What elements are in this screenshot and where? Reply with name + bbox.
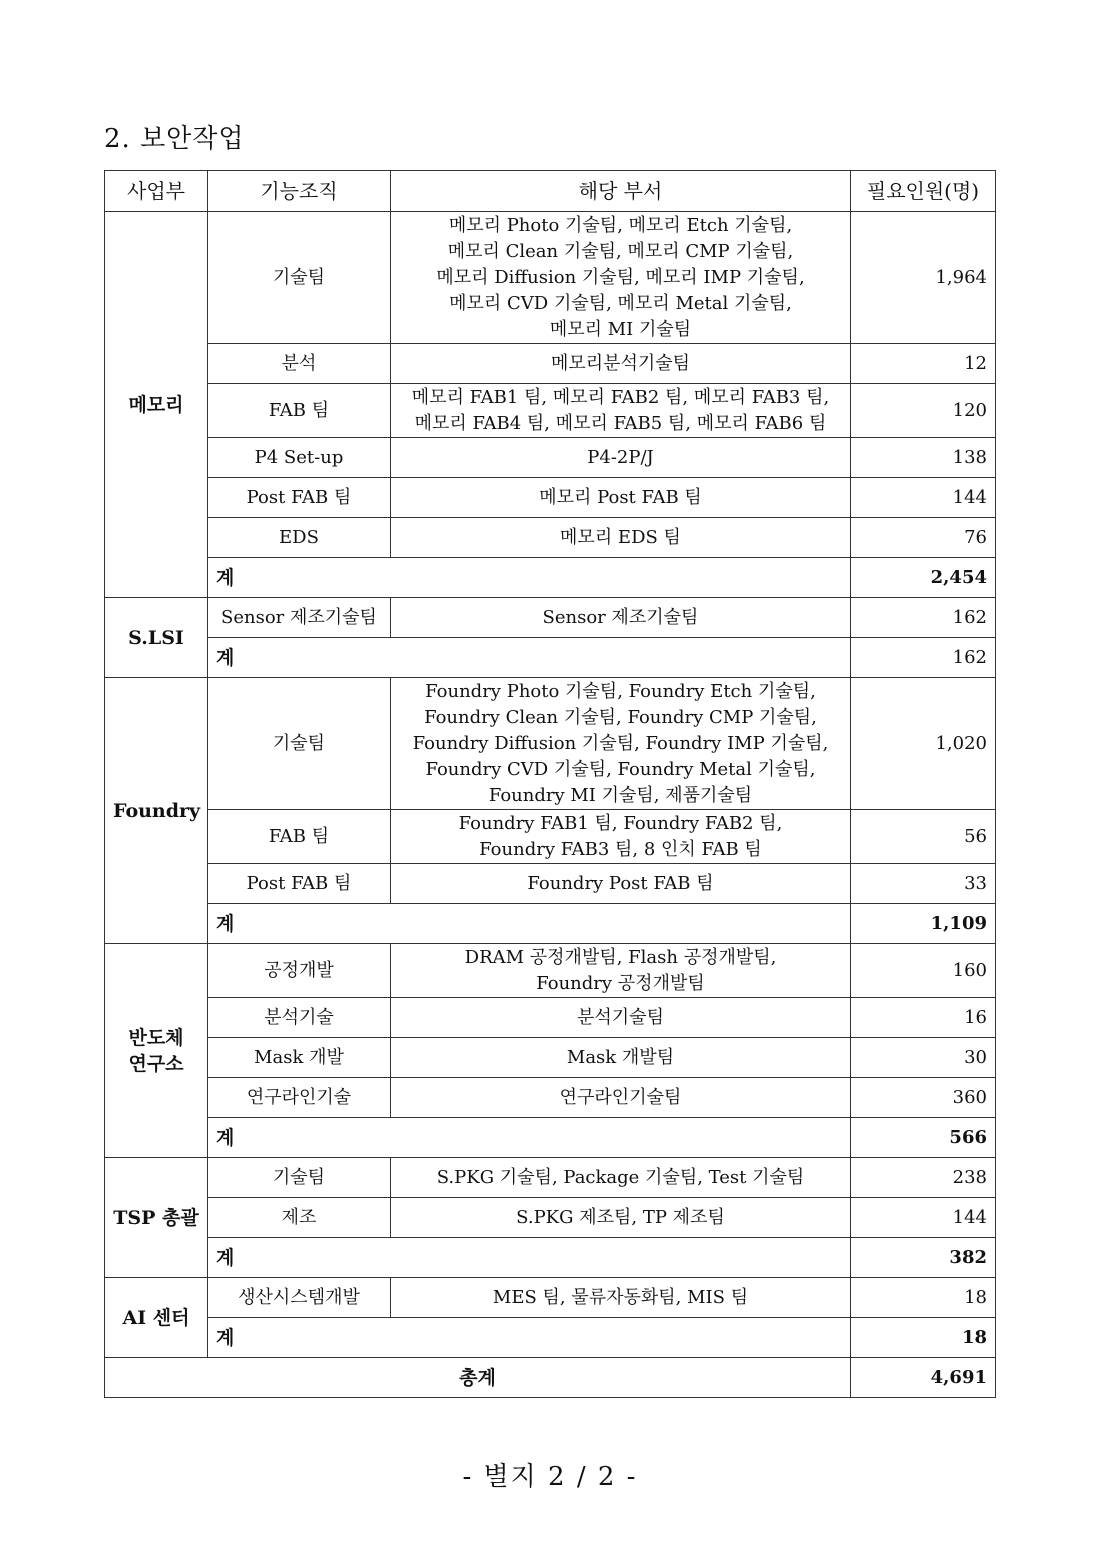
department-line: Foundry MI 기술팀, 제품기술팀 xyxy=(488,784,753,806)
department-cell xyxy=(391,518,851,558)
division-label: 메모리 xyxy=(128,393,184,416)
headcount-cell: 33 xyxy=(851,864,996,904)
department-line: Foundry 공정개발팀 xyxy=(536,972,705,994)
department-line: 메모리 CVD 기술팀, 메모리 Metal 기술팀, xyxy=(449,292,792,314)
function-cell: 기술팀 xyxy=(208,1158,391,1198)
department-line: 메모리 EDS 팀 xyxy=(560,526,681,548)
subtotal-row xyxy=(105,638,996,678)
headcount-cell: 30 xyxy=(851,1038,996,1078)
table-row xyxy=(105,598,996,638)
function-cell: 연구라인기술 xyxy=(208,1078,391,1118)
headcount-cell: 76 xyxy=(851,518,996,558)
department-line: 메모리 FAB4 팀, 메모리 FAB5 팀, 메모리 FAB6 팀 xyxy=(414,412,827,434)
department-cell xyxy=(391,944,851,998)
subtotal-row xyxy=(105,1318,996,1358)
page-footer: - 별지 2 / 2 - xyxy=(462,1462,638,1492)
department-line: Foundry FAB3 팀, 8 인치 FAB 팀 xyxy=(479,838,762,860)
grand-total-value: 4,691 xyxy=(851,1358,996,1398)
table-row xyxy=(105,1198,996,1238)
department-cell xyxy=(391,598,851,638)
department-line: Foundry Post FAB 팀 xyxy=(527,872,714,894)
department-line: DRAM 공정개발팀, Flash 공정개발팀, xyxy=(464,946,777,968)
table-row xyxy=(105,344,996,384)
department-cell xyxy=(391,1278,851,1318)
function-cell: 분석기술 xyxy=(208,998,391,1038)
headcount-cell: 1,964 xyxy=(851,212,996,344)
headcount-cell: 56 xyxy=(851,810,996,864)
division-label: 반도체 xyxy=(128,1026,184,1049)
subtotal-value: 18 xyxy=(851,1318,996,1358)
division-cell xyxy=(105,944,208,1158)
department-cell xyxy=(391,212,851,344)
department-line: 메모리 Post FAB 팀 xyxy=(539,486,702,508)
department-cell xyxy=(391,1198,851,1238)
department-line: Foundry CVD 기술팀, Foundry Metal 기술팀, xyxy=(425,758,816,780)
department-cell xyxy=(391,438,851,478)
function-cell: FAB 팀 xyxy=(208,384,391,438)
department-line: S.PKG 기술팀, Package 기술팀, Test 기술팀 xyxy=(436,1166,805,1188)
function-cell: 공정개발 xyxy=(208,944,391,998)
headcount-cell: 138 xyxy=(851,438,996,478)
function-cell: Mask 개발 xyxy=(208,1038,391,1078)
division-cell xyxy=(105,1158,208,1278)
table-row xyxy=(105,1078,996,1118)
table-row xyxy=(105,810,996,864)
headcount-cell: 16 xyxy=(851,998,996,1038)
department-cell xyxy=(391,1038,851,1078)
division-label: TSP 총괄 xyxy=(113,1206,199,1229)
headcount-cell: 144 xyxy=(851,478,996,518)
department-line: Sensor 제조기술팀 xyxy=(542,606,699,628)
department-cell xyxy=(391,1078,851,1118)
subtotal-label: 계 xyxy=(208,1238,851,1278)
department-line: Foundry Clean 기술팀, Foundry CMP 기술팀, xyxy=(424,706,817,728)
header-headcount: 필요인원(명) xyxy=(851,171,996,212)
department-line: S.PKG 제조팀, TP 제조팀 xyxy=(516,1206,725,1228)
department-cell xyxy=(391,1158,851,1198)
division-cell xyxy=(105,1278,208,1358)
subtotal-value: 382 xyxy=(851,1238,996,1278)
subtotal-value: 566 xyxy=(851,1118,996,1158)
subtotal-value: 162 xyxy=(851,638,996,678)
headcount-cell: 160 xyxy=(851,944,996,998)
department-cell xyxy=(391,344,851,384)
department-cell xyxy=(391,384,851,438)
department-line: P4-2P/J xyxy=(587,446,654,468)
table-row xyxy=(105,864,996,904)
table-row xyxy=(105,678,996,810)
header-department: 해당 부서 xyxy=(391,171,851,212)
subtotal-row xyxy=(105,1238,996,1278)
department-line: Foundry FAB1 팀, Foundry FAB2 팀, xyxy=(458,812,783,834)
headcount-cell: 360 xyxy=(851,1078,996,1118)
function-cell: 제조 xyxy=(208,1198,391,1238)
headcount-cell: 12 xyxy=(851,344,996,384)
division-cell xyxy=(105,678,208,944)
grand-total-label: 총계 xyxy=(105,1358,851,1398)
department-line: 메모리분석기술팀 xyxy=(550,352,691,374)
department-line: MES 팀, 물류자동화팀, MIS 팀 xyxy=(492,1286,749,1308)
department-cell xyxy=(391,810,851,864)
headcount-cell: 120 xyxy=(851,384,996,438)
division-cell xyxy=(105,598,208,678)
department-line: 메모리 Photo 기술팀, 메모리 Etch 기술팀, xyxy=(448,214,793,236)
function-cell: Post FAB 팀 xyxy=(208,864,391,904)
department-cell xyxy=(391,478,851,518)
department-cell xyxy=(391,864,851,904)
division-label: AI 센터 xyxy=(122,1306,190,1329)
department-line: Foundry Photo 기술팀, Foundry Etch 기술팀, xyxy=(425,680,816,702)
table-row xyxy=(105,944,996,998)
division-cell xyxy=(105,212,208,598)
function-cell: 기술팀 xyxy=(208,678,391,810)
department-line: 메모리 Clean 기술팀, 메모리 CMP 기술팀, xyxy=(447,240,794,262)
headcount-cell: 1,020 xyxy=(851,678,996,810)
subtotal-label: 계 xyxy=(208,558,851,598)
department-line: 연구라인기술팀 xyxy=(559,1086,682,1108)
header-function: 기능조직 xyxy=(208,171,391,212)
department-line: Mask 개발팀 xyxy=(566,1046,675,1068)
table-body xyxy=(105,212,996,1358)
department-line: 메모리 MI 기술팀 xyxy=(549,318,692,340)
table-row xyxy=(105,518,996,558)
header-row xyxy=(105,171,996,212)
subtotal-row xyxy=(105,558,996,598)
function-cell: 분석 xyxy=(208,344,391,384)
section-title: 2. 보안작업 xyxy=(104,124,245,154)
headcount-cell: 162 xyxy=(851,598,996,638)
table-row xyxy=(105,384,996,438)
department-line: 메모리 Diffusion 기술팀, 메모리 IMP 기술팀, xyxy=(436,266,805,288)
table-row xyxy=(105,1158,996,1198)
subtotal-label: 계 xyxy=(208,904,851,944)
table-row xyxy=(105,998,996,1038)
subtotal-row xyxy=(105,904,996,944)
function-cell: EDS xyxy=(208,518,391,558)
table-row xyxy=(105,478,996,518)
function-cell: 생산시스템개발 xyxy=(208,1278,391,1318)
security-work-table xyxy=(104,170,996,1398)
department-line: 메모리 FAB1 팀, 메모리 FAB2 팀, 메모리 FAB3 팀, xyxy=(411,386,830,408)
department-cell xyxy=(391,998,851,1038)
table-row xyxy=(105,1038,996,1078)
table-row xyxy=(105,1278,996,1318)
table-row xyxy=(105,212,996,344)
subtotal-row xyxy=(105,1118,996,1158)
function-cell: Post FAB 팀 xyxy=(208,478,391,518)
grand-total-row xyxy=(105,1358,996,1398)
function-cell: Sensor 제조기술팀 xyxy=(208,598,391,638)
header-division: 사업부 xyxy=(105,171,208,212)
department-cell xyxy=(391,678,851,810)
subtotal-value: 2,454 xyxy=(851,558,996,598)
headcount-cell: 18 xyxy=(851,1278,996,1318)
subtotal-label: 계 xyxy=(208,1118,851,1158)
division-label: 연구소 xyxy=(128,1052,184,1075)
headcount-cell: 238 xyxy=(851,1158,996,1198)
headcount-cell: 144 xyxy=(851,1198,996,1238)
subtotal-label: 계 xyxy=(208,638,851,678)
table-row xyxy=(105,438,996,478)
subtotal-value: 1,109 xyxy=(851,904,996,944)
function-cell: 기술팀 xyxy=(208,212,391,344)
department-line: Foundry Diffusion 기술팀, Foundry IMP 기술팀, xyxy=(412,732,829,754)
function-cell: P4 Set-up xyxy=(208,438,391,478)
department-line: 분석기술팀 xyxy=(577,1006,664,1028)
subtotal-label: 계 xyxy=(208,1318,851,1358)
function-cell: FAB 팀 xyxy=(208,810,391,864)
division-label: Foundry xyxy=(113,799,201,822)
division-label: S.LSI xyxy=(128,626,184,649)
